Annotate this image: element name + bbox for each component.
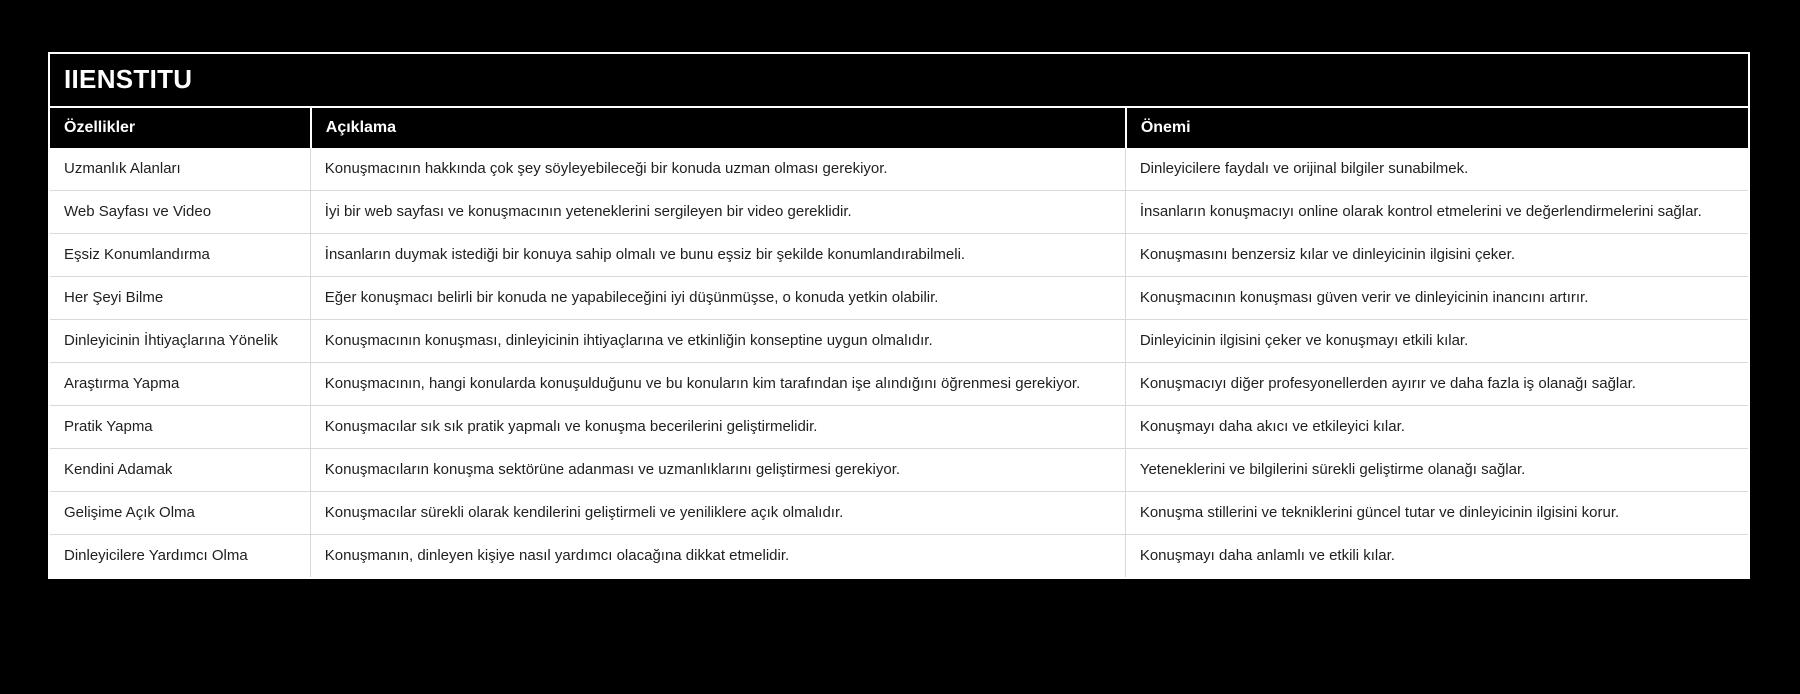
cell-text: Konuşmacılar sürekli olarak kendilerini geliştirmeli ve yeniliklere açık olmalıdır. (324, 504, 844, 521)
cell-ozellikler (50, 148, 310, 190)
cell-aciklama (310, 363, 1125, 405)
table-row (50, 534, 1748, 577)
cell-aciklama (310, 148, 1125, 190)
table-row (50, 448, 1748, 491)
table-title: IIENSTITU (50, 54, 1748, 108)
cell-text: Eğer konuşmacı belirli bir konuda ne yapabileceğini iyi düşünmüşse, o konuda yetkin olabilir. (324, 289, 939, 306)
cell-ozellikler (50, 234, 310, 276)
cell-text: Uzmanlık Alanları (64, 160, 181, 177)
cell-text: Web Sayfası ve Video (64, 203, 212, 220)
cell-text: Konuşmacının konuşması, dinleyicinin ihtiyaçlarına ve etkinliğin konseptine uygun olmalıdır. (324, 332, 933, 349)
cell-aciklama (310, 449, 1125, 491)
cell-onemi (1125, 234, 1748, 276)
cell-onemi (1125, 191, 1748, 233)
cell-ozellikler (50, 191, 310, 233)
cell-text: Konuşmayı daha akıcı ve etkileyici kılar. (1139, 418, 1405, 435)
cell-onemi (1125, 406, 1748, 448)
cell-text: Yeteneklerini ve bilgilerini sürekli geliştirme olanağı sağlar. (1139, 461, 1526, 478)
cell-text: Pratik Yapma (64, 418, 153, 435)
cell-text: Eşsiz Konumlandırma (64, 246, 210, 263)
cell-text: Konuşma stillerini ve tekniklerini güncel tutar ve dinleyicinin ilgisini korur. (1139, 504, 1620, 521)
cell-text: İyi bir web sayfası ve konuşmacının yeteneklerini sergileyen bir video gereklidir. (324, 203, 852, 220)
table-row (50, 148, 1748, 190)
table-row (50, 319, 1748, 362)
cell-text: Konuşmasını benzersiz kılar ve dinleyicinin ilgisini çeker. (1139, 246, 1515, 263)
cell-text: Konuşmacıların konuşma sektörüne adanması ve uzmanlıklarını geliştirmesi gerekiyor. (324, 461, 901, 478)
cell-ozellikler (50, 277, 310, 319)
cell-aciklama (310, 406, 1125, 448)
cell-text: Konuşmanın, dinleyen kişiye nasıl yardımcı olacağına dikkat etmelidir. (324, 547, 790, 564)
column-header-onemi: Önemi (1125, 108, 1748, 148)
column-header-aciklama: Açıklama (310, 108, 1125, 148)
cell-onemi (1125, 363, 1748, 405)
cell-text: Dinleyicilere Yardımcı Olma (64, 547, 248, 564)
table-row (50, 405, 1748, 448)
table-header-row (50, 108, 1748, 148)
cell-ozellikler (50, 449, 310, 491)
cell-ozellikler (50, 320, 310, 362)
table-row (50, 276, 1748, 319)
cell-text: Gelişime Açık Olma (64, 504, 195, 521)
cell-onemi (1125, 320, 1748, 362)
cell-aciklama (310, 191, 1125, 233)
cell-onemi (1125, 277, 1748, 319)
cell-aciklama (310, 234, 1125, 276)
cell-ozellikler (50, 406, 310, 448)
cell-ozellikler (50, 535, 310, 577)
cell-text: Konuşmacının konuşması güven verir ve dinleyicinin inancını artırır. (1139, 289, 1589, 306)
cell-onemi (1125, 535, 1748, 577)
cell-ozellikler (50, 492, 310, 534)
cell-text: Dinleyicinin İhtiyaçlarına Yönelik (64, 332, 278, 349)
features-table (48, 52, 1750, 579)
cell-text: Dinleyicilere faydalı ve orijinal bilgiler sunabilmek. (1139, 160, 1469, 177)
column-header-ozellikler: Özellikler (64, 119, 136, 136)
cell-aciklama (310, 535, 1125, 577)
table-body (50, 148, 1748, 577)
cell-aciklama (310, 277, 1125, 319)
cell-onemi (1125, 492, 1748, 534)
cell-ozellikler (50, 363, 310, 405)
table-row (50, 233, 1748, 276)
cell-text: Konuşmacının, hangi konularda konuşulduğunu ve bu konuların kim tarafından işe alındığını öğrenmesi gerekiyor. (324, 375, 1081, 392)
table-row (50, 362, 1748, 405)
cell-aciklama (310, 492, 1125, 534)
cell-text: Konuşmacının hakkında çok şey söyleyebileceği bir konuda uzman olması gerekiyor. (324, 160, 888, 177)
cell-text: Kendini Adamak (64, 461, 173, 478)
cell-onemi (1125, 148, 1748, 190)
cell-text: Konuşmacılar sık sık pratik yapmalı ve konuşma becerilerini geliştirmelidir. (324, 418, 818, 435)
cell-aciklama (310, 320, 1125, 362)
cell-text: Araştırma Yapma (64, 375, 180, 392)
table-row (50, 491, 1748, 534)
cell-onemi (1125, 449, 1748, 491)
cell-text: Konuşmacıyı diğer profesyonellerden ayırır ve daha fazla iş olanağı sağlar. (1139, 375, 1636, 392)
cell-text: İnsanların duymak istediği bir konuya sahip olmalı ve bunu eşsiz bir şekilde konumlandırabilmeli. (324, 246, 966, 263)
cell-text: Dinleyicinin ilgisini çeker ve konuşmayı etkili kılar. (1139, 332, 1469, 349)
cell-text: Her Şeyi Bilme (64, 289, 164, 306)
table-row (50, 190, 1748, 233)
cell-text: Konuşmayı daha anlamlı ve etkili kılar. (1139, 547, 1395, 564)
cell-text: İnsanların konuşmacıyı online olarak kontrol etmelerini ve değerlendirmelerini sağlar. (1139, 203, 1702, 220)
